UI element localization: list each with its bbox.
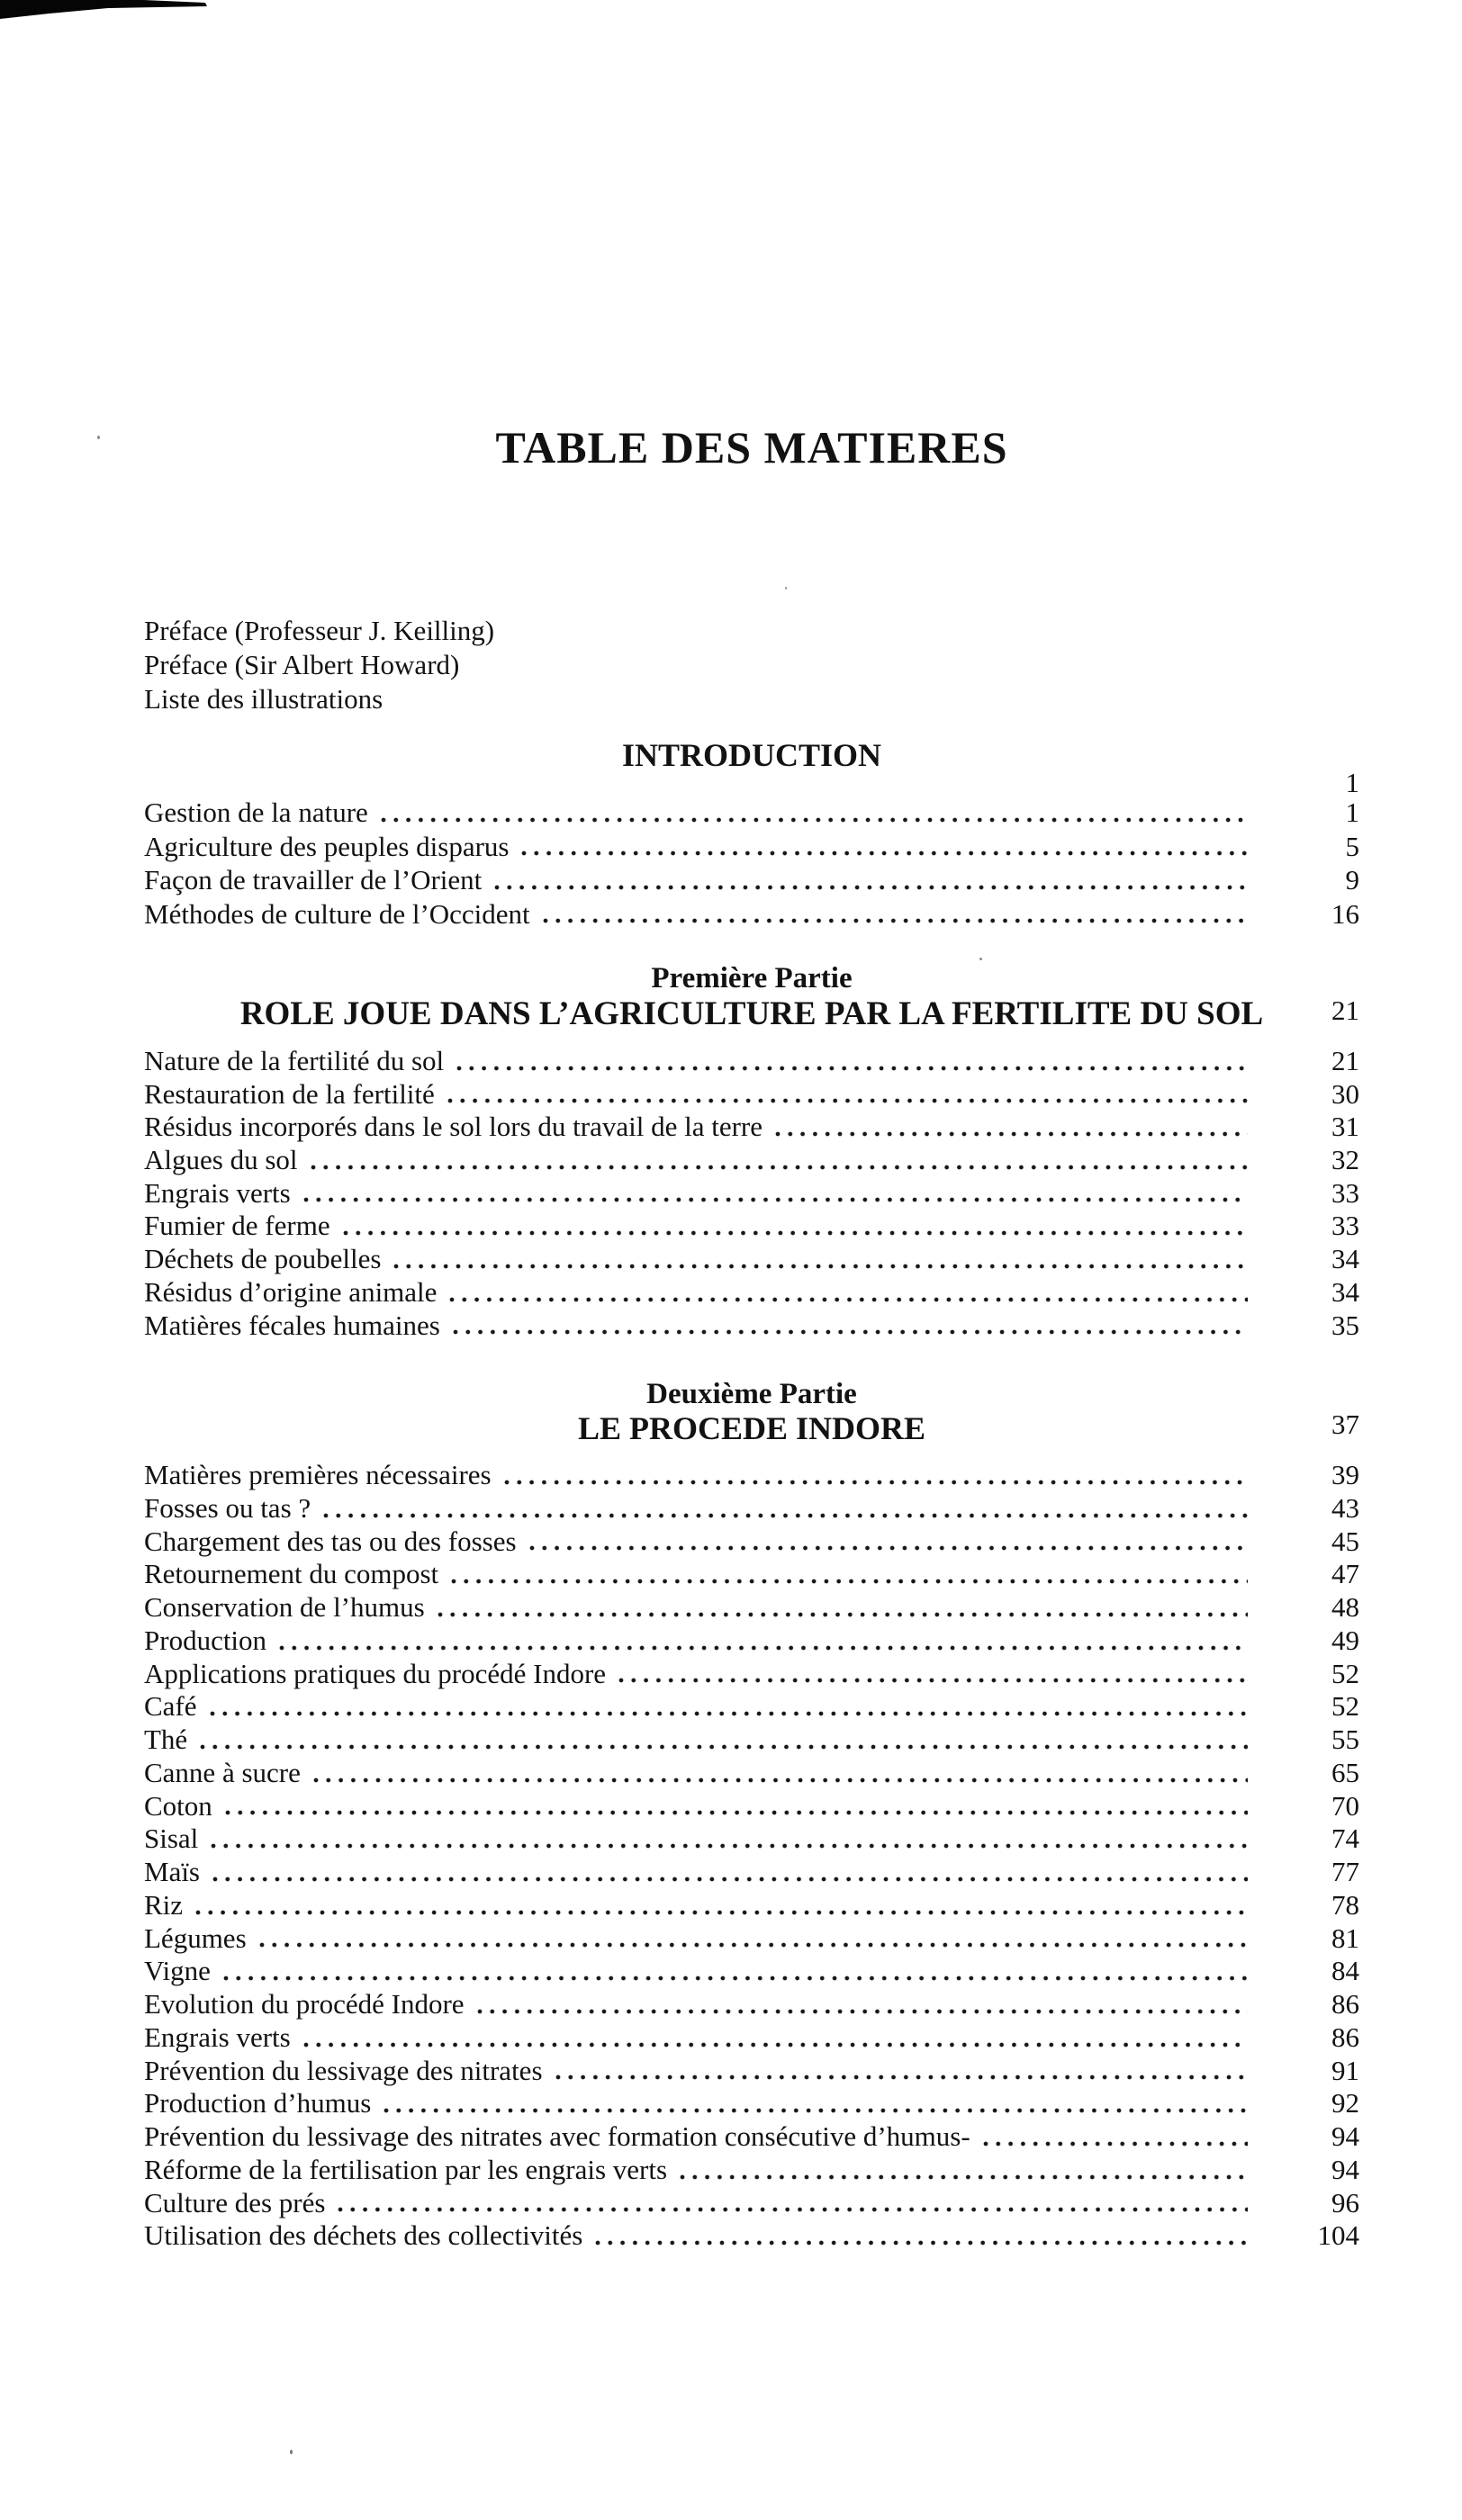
entry-label: Canne à sucre	[144, 1756, 301, 1788]
section-page-number: 21	[1331, 994, 1359, 1026]
dot-leader	[529, 1545, 1248, 1551]
entry-page-number: 33	[1331, 1176, 1359, 1209]
entry-page-number: 92	[1331, 2087, 1359, 2120]
dot-leader	[279, 1645, 1248, 1651]
dot-leader	[595, 2240, 1248, 2246]
toc-entry	[144, 1988, 1359, 2021]
dot-leader	[259, 1942, 1248, 1948]
dot-leader	[225, 1810, 1248, 1815]
toc-entry	[144, 2120, 1359, 2154]
toc-entry	[144, 1492, 1359, 1526]
dot-leader	[303, 1197, 1248, 1202]
entry-page-number: 1	[1345, 796, 1359, 828]
dot-leader	[983, 2141, 1248, 2146]
entry-page-number: 43	[1331, 1491, 1359, 1524]
entry-page-number: 96	[1331, 2186, 1359, 2218]
toc-entry	[144, 1690, 1359, 1724]
dot-leader	[311, 1165, 1249, 1170]
toc-entry	[144, 2055, 1359, 2088]
toc-entry	[144, 1922, 1359, 1956]
entry-page-number: 9	[1345, 864, 1359, 896]
toc-entry	[144, 796, 1359, 830]
dot-leader	[343, 1230, 1248, 1236]
entry-page-number: 39	[1331, 1459, 1359, 1490]
toc-entry	[144, 1210, 1359, 1243]
toc-entry	[144, 1243, 1359, 1276]
toc-entry	[144, 1045, 1359, 1078]
toc-entry	[144, 897, 1359, 932]
toc-entry	[144, 2087, 1359, 2120]
toc-entry	[144, 2154, 1359, 2187]
toc-entries-premiere-partie	[144, 1045, 1359, 1342]
entry-label: Evolution du procédé Indore	[144, 1988, 465, 2020]
dot-leader	[521, 850, 1248, 856]
entry-page-number: 86	[1331, 1988, 1359, 2020]
toc-entry	[144, 1955, 1359, 1988]
dot-leader	[200, 1744, 1248, 1750]
toc-entry	[144, 1757, 1359, 1790]
toc-entry	[144, 1177, 1359, 1210]
entry-page-number: 77	[1331, 1856, 1359, 1887]
entry-page-number: 91	[1331, 2054, 1359, 2086]
dot-leader	[449, 1297, 1248, 1302]
dot-leader	[211, 1843, 1248, 1849]
dot-leader	[555, 2074, 1248, 2080]
entry-label: Algues du sol	[144, 1144, 298, 1176]
entry-label: Culture des prés	[144, 2186, 326, 2218]
entry-page-number: 52	[1331, 1690, 1359, 1723]
entry-page-number: 94	[1331, 2120, 1359, 2152]
toc-entries-deuxieme-partie	[144, 1459, 1359, 2253]
dot-leader	[451, 1579, 1248, 1584]
dot-leader	[212, 1876, 1248, 1882]
entry-label: Réforme de la fertilisation par les engrais verts	[144, 2153, 668, 2185]
entry-label: Prévention du lessivage des nitrates avec formation consécutive d’humus-	[144, 2120, 970, 2152]
dot-leader	[618, 1678, 1248, 1683]
dot-leader	[381, 817, 1248, 823]
entry-label: Thé	[144, 1724, 188, 1755]
dot-leader	[223, 1976, 1248, 1981]
front-matter-item: Liste des illustrations	[144, 683, 384, 715]
entry-label: Méthodes de culture de l’Occident	[144, 897, 530, 930]
dot-leader	[456, 1066, 1248, 1071]
entry-page-number: 81	[1331, 1922, 1359, 1954]
scan-artifact	[0, 0, 216, 22]
entry-page-number: 32	[1331, 1144, 1359, 1176]
entry-label: Café	[144, 1690, 197, 1723]
entry-label: Chargement des tas ou des fosses	[144, 1525, 517, 1557]
entry-page-number: 70	[1331, 1789, 1359, 1822]
toc-entry	[144, 1111, 1359, 1144]
page-title: TABLE DES MATIERES	[495, 422, 1008, 472]
toc-entry	[144, 1078, 1359, 1112]
entry-label: Conservation de l’humus	[144, 1591, 425, 1623]
front-matter-list	[144, 614, 1359, 716]
section-heading-deuxieme-partie	[144, 1409, 1359, 1447]
dot-leader	[680, 2174, 1248, 2180]
toc-entry	[144, 1558, 1359, 1591]
toc-entry	[144, 1276, 1359, 1310]
dot-leader	[313, 1778, 1248, 1783]
entry-page-number: 104	[1317, 2219, 1359, 2252]
toc-entry	[144, 1658, 1359, 1691]
entry-page-number: 16	[1331, 897, 1359, 930]
dot-leader	[543, 918, 1248, 923]
dot-leader	[323, 1513, 1248, 1518]
entry-label: Fumier de ferme	[144, 1210, 330, 1242]
entry-label: Vigne	[144, 1955, 211, 1987]
entry-label: Production	[144, 1624, 267, 1656]
dot-leader	[338, 2207, 1248, 2212]
entry-page-number: 5	[1345, 830, 1359, 862]
entry-label: Légumes	[144, 1922, 247, 1954]
dot-leader	[477, 2009, 1248, 2014]
entry-page-number: 21	[1331, 1045, 1359, 1076]
toc-entries-introduction	[144, 796, 1359, 931]
entry-page-number: 34	[1331, 1275, 1359, 1308]
toc-entry	[144, 1856, 1359, 1889]
entry-label: Façon de travailler de l’Orient	[144, 864, 483, 896]
entry-page-number: 30	[1331, 1077, 1359, 1110]
dot-leader	[504, 1480, 1248, 1485]
entry-page-number: 35	[1331, 1309, 1359, 1341]
entry-label: Résidus d’origine animale	[144, 1275, 438, 1308]
section-heading-premiere-partie	[144, 995, 1359, 1033]
toc-entry	[144, 1144, 1359, 1177]
toc-entry	[144, 1790, 1359, 1823]
entry-label: Gestion de la nature	[144, 796, 368, 828]
dot-leader	[303, 2042, 1248, 2048]
entry-label: Agriculture des peuples disparus	[144, 830, 510, 862]
dot-leader	[384, 2108, 1248, 2113]
dot-leader	[438, 1612, 1248, 1617]
entry-page-number: 49	[1331, 1624, 1359, 1656]
toc-entry	[144, 1526, 1359, 1559]
toc-entry	[144, 1889, 1359, 1922]
entry-label: Engrais verts	[144, 2020, 291, 2053]
toc-entry	[144, 863, 1359, 897]
entry-page-number: 48	[1331, 1591, 1359, 1623]
dot-leader	[775, 1131, 1248, 1137]
dot-leader	[494, 885, 1248, 890]
entry-label: Utilisation des déchets des collectivités	[144, 2219, 583, 2252]
entry-label: Restauration de la fertilité	[144, 1077, 435, 1110]
toc-entry	[144, 2021, 1359, 2055]
entry-label: Maïs	[144, 1856, 200, 1887]
scan-speck	[290, 2450, 293, 2454]
dot-leader	[453, 1329, 1248, 1335]
scan-speck	[97, 436, 100, 439]
dot-leader	[210, 1711, 1248, 1716]
toc-entry	[144, 1724, 1359, 1757]
part-label-premiere: Première Partie	[651, 962, 853, 994]
entry-page-number: 33	[1331, 1210, 1359, 1242]
dot-leader	[447, 1098, 1248, 1103]
entry-page-number: 78	[1331, 1888, 1359, 1921]
entry-page-number: 47	[1331, 1558, 1359, 1590]
toc-entry	[144, 1624, 1359, 1658]
entry-page-number: 94	[1331, 2153, 1359, 2185]
toc-entry	[144, 1822, 1359, 1856]
toc-entry	[144, 1310, 1359, 1343]
entry-label: Résidus incorporés dans le sol lors du travail de la terre	[144, 1111, 763, 1143]
entry-label: Nature de la fertilité du sol	[144, 1045, 445, 1076]
entry-page-number: 45	[1331, 1525, 1359, 1557]
entry-page-number: 84	[1331, 1955, 1359, 1987]
dot-leader	[195, 1910, 1248, 1915]
entry-page-number: 65	[1331, 1756, 1359, 1788]
entry-page-number: 74	[1331, 1822, 1359, 1855]
scan-speck	[979, 958, 982, 960]
scan-speck	[785, 587, 787, 590]
entry-label: Production d’humus	[144, 2087, 372, 2120]
entry-page-number: 31	[1331, 1111, 1359, 1143]
entry-label: Déchets de poubelles	[144, 1243, 382, 1275]
entry-label: Fosses ou tas ?	[144, 1491, 311, 1524]
entry-label: Applications pratiques du procédé Indore	[144, 1657, 607, 1689]
section-page-number: 1	[1345, 767, 1359, 798]
section-heading-label: LE PROCEDE INDORE	[577, 1410, 926, 1446]
entry-label: Retournement du compost	[144, 1558, 439, 1590]
entry-label: Coton	[144, 1789, 212, 1822]
entry-label: Engrais verts	[144, 1176, 291, 1209]
entry-page-number: 52	[1331, 1657, 1359, 1689]
front-matter-item: Préface (Professeur J. Keilling)	[144, 615, 495, 646]
entry-page-number: 55	[1331, 1724, 1359, 1755]
entry-page-number: 86	[1331, 2020, 1359, 2053]
entry-page-number: 34	[1331, 1243, 1359, 1275]
entry-label: Sisal	[144, 1822, 199, 1855]
toc-entry	[144, 2187, 1359, 2220]
front-matter-item: Préface (Sir Albert Howard)	[144, 649, 460, 680]
entry-label: Matières fécales humaines	[144, 1309, 440, 1341]
dot-leader	[393, 1264, 1248, 1269]
entry-label: Matières premières nécessaires	[144, 1459, 492, 1490]
toc-entry	[144, 1591, 1359, 1624]
part-label-deuxieme: Deuxième Partie	[646, 1378, 857, 1410]
section-heading-label: ROLE JOUE DANS L’AGRICULTURE PAR LA FERTILITE DU SOL	[239, 995, 1264, 1032]
toc-entry	[144, 1459, 1359, 1492]
toc-entry	[144, 2219, 1359, 2253]
entry-label: Riz	[144, 1888, 184, 1921]
section-page-number: 37	[1331, 1408, 1359, 1440]
section-heading-label: INTRODUCTION	[621, 737, 882, 773]
entry-label: Prévention du lessivage des nitrates	[144, 2054, 543, 2086]
toc-entry	[144, 830, 1359, 864]
